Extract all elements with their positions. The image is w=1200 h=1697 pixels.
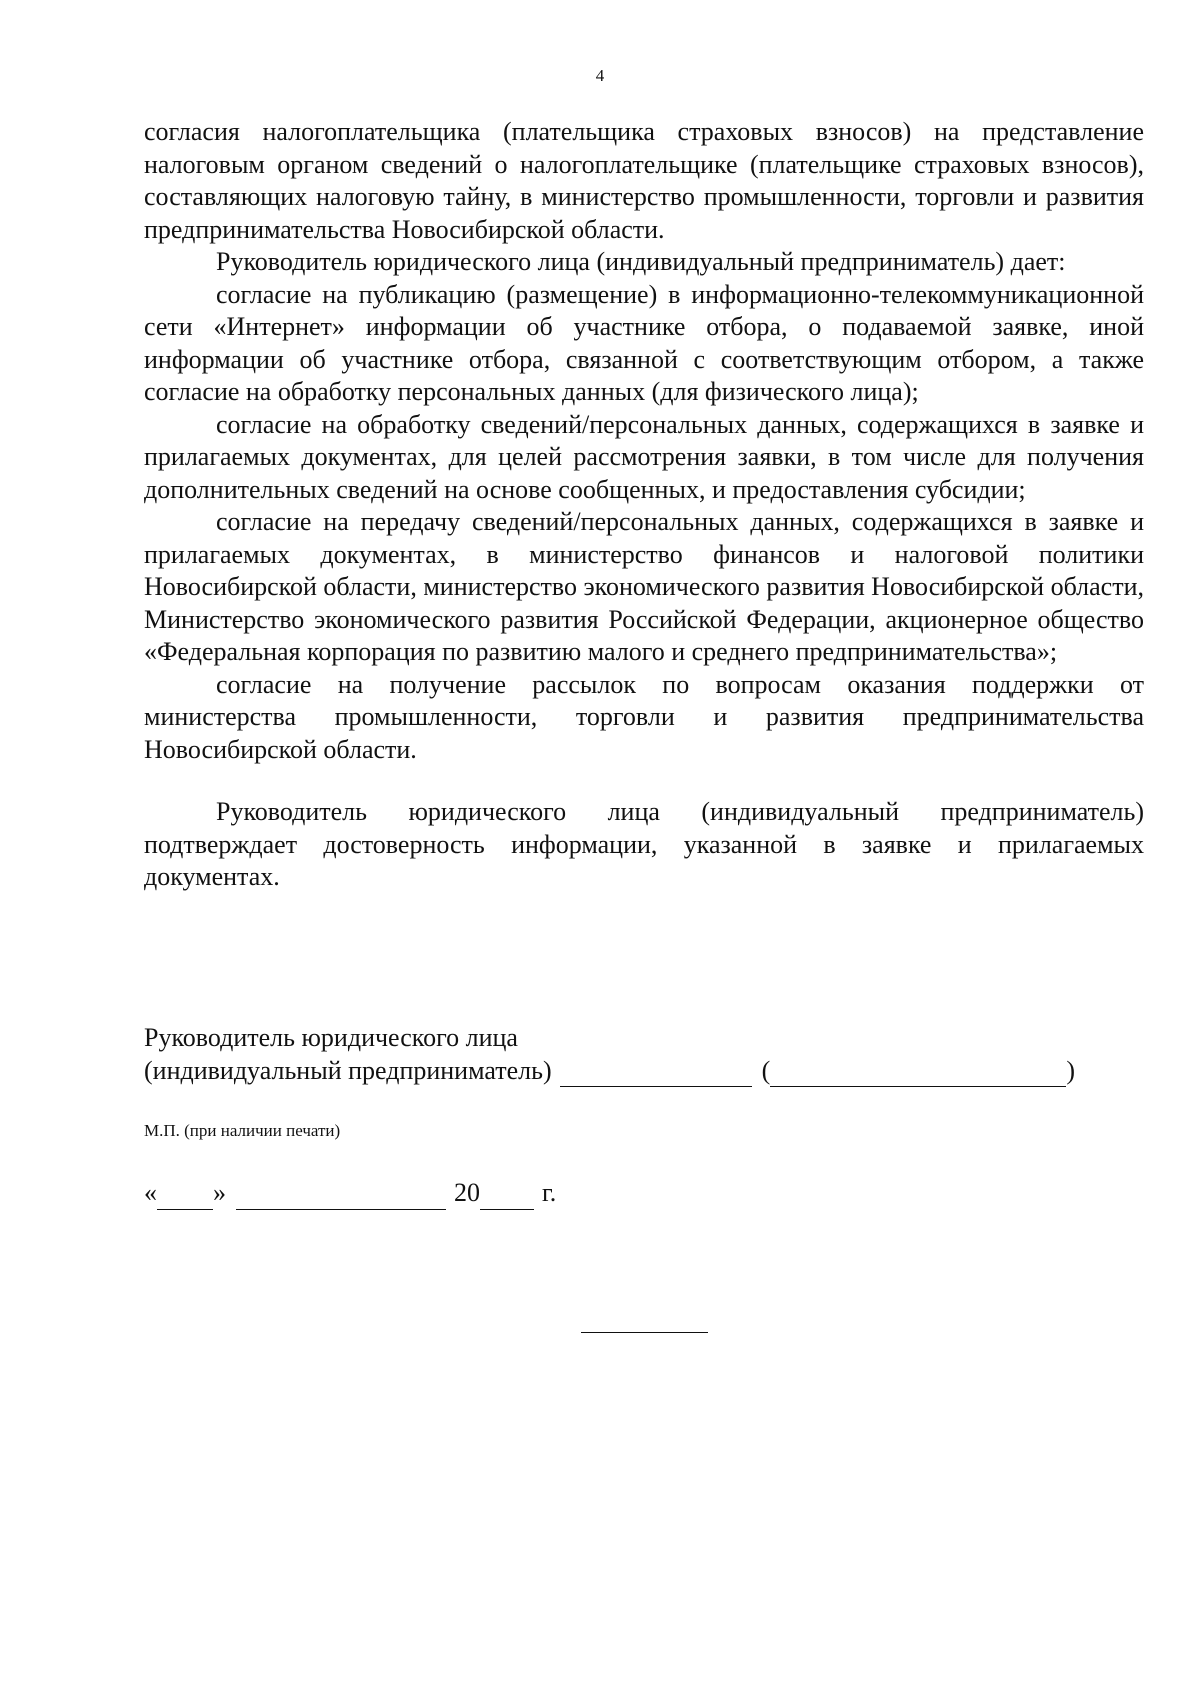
name-blank [770, 1061, 1066, 1087]
name-close-paren: ) [1066, 1055, 1075, 1085]
paragraph-consent-transfer: согласие на передачу сведений/персональных данных, содержащихся в заявке и прилагаемых документах, в министерство финансов и налоговой политики Новосибирской области, министерство экономического развития Новосибирской области, Министерство экономического развития Российской Федерации, акционерное общество «Федеральная корпорация по развитию малого и среднего предпринимательства»; [144, 507, 1144, 666]
year-prefix: 20 [454, 1178, 480, 1207]
paragraph-consent-publication: согласие на публикацию (размещение) в информационно-телекоммуникационной сети «Интернет» информации об участнике отбора, о подаваемой заявке, иной информации об участнике отбора, связанной с соответствующим отбором, а также согласие на обработку персональных данных (для физического лица); [144, 279, 1144, 406]
year-suffix: г. [542, 1178, 557, 1207]
signature-title-line1: Руководитель юридического лица [144, 1023, 518, 1052]
paragraph-consent-mailings: согласие на получение рассылок по вопросам оказания поддержки от министерства промышленности, торговли и развития предпринимательства Новосибирской области. [144, 669, 1144, 764]
signature-row [144, 1055, 1144, 1088]
end-divider [581, 1332, 708, 1333]
date-close-quote: » [213, 1178, 226, 1207]
signature-block [144, 1022, 1144, 1087]
paragraph-head-gives: Руководитель юридического лица (индивидуальный предприниматель) дает: [216, 247, 1066, 276]
document-body [144, 116, 1144, 894]
signature-blank [560, 1061, 752, 1087]
day-blank [157, 1184, 213, 1210]
name-open-paren: ( [761, 1055, 771, 1085]
paragraph-consent-tax-secret: согласия налогоплательщика (плательщика страховых взносов) на представление налоговым органом сведений о налогоплательщике (плательщике страховых взносов), составляющих налоговую тайну, в министерство промышленности, торговли и развития предпринимательства Новосибирской области. [144, 117, 1144, 244]
page-number: 4 [595, 66, 605, 85]
date-line [144, 1177, 556, 1210]
stamp-note: М.П. (при наличии печати) [144, 1121, 341, 1140]
signature-title-line2: (индивидуальный предприниматель) [144, 1055, 552, 1085]
paragraph-consent-processing: согласие на обработку сведений/персональных данных, содержащихся в заявке и прилагаемых документах, для целей рассмотрения заявки, в том числе для получения дополнительных сведений на основе сообщенных, и предоставления субсидии; [144, 409, 1144, 504]
date-open-quote: « [144, 1178, 157, 1207]
month-blank [236, 1184, 446, 1210]
year-blank [480, 1184, 534, 1210]
paragraph-confirmation: Руководитель юридического лица (индивидуальный предприниматель) подтверждает достоверность информации, указанной в заявке и прилагаемых документах. [144, 797, 1144, 891]
